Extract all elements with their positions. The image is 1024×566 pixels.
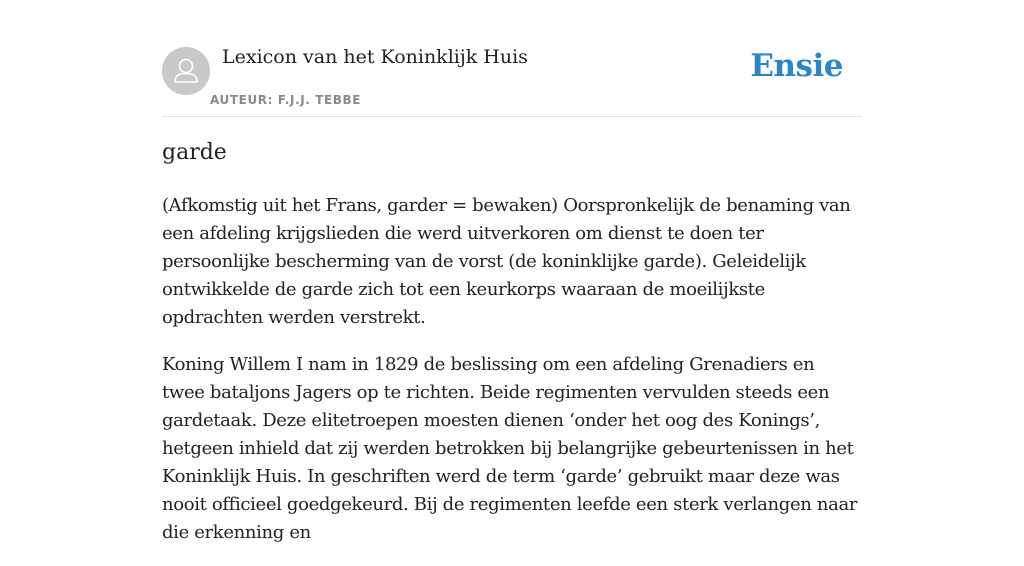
book-title[interactable]: Lexicon van het Koninklijk Huis bbox=[222, 46, 528, 68]
brand-logo[interactable]: Ensie bbox=[750, 48, 843, 84]
user-icon bbox=[162, 47, 210, 95]
header bbox=[162, 0, 862, 117]
entry-paragraph: (Afkomstig uit het Frans, garder = bewaken) Oorspronkelijk de benaming van een afdeling krijgslieden die werd uitverkoren om dienst te doen ter persoonlijke bescherming van de vorst (de koninklijke garde). Geleidelijk ontwikkelde de garde zich tot een keurkorps waaraan de moeilijkste opdrachten werden verstrekt. bbox=[162, 195, 851, 328]
author-label[interactable]: AUTEUR: F.J.J. TEBBE bbox=[210, 93, 362, 107]
entry-body bbox=[162, 192, 862, 566]
page bbox=[162, 0, 862, 543]
avatar[interactable] bbox=[162, 47, 210, 95]
entry-term: garde bbox=[162, 140, 227, 165]
entry-paragraph: Koning Willem I nam in 1829 de beslissing om een afdeling Grenadiers en twee bataljons Jagers op te richten. Beide regimenten vervulden steeds een gardetaak. Deze elitetroepen moesten dienen ‘onder het oog des Konings’, hetgeen inhield dat zij werden betrokken bij belangrijke gebeurtenissen in het Koninklijk Huis. In geschriften werd de term ‘garde’ gebruikt maar deze was nooit officieel goedgekeurd. Bij de regimenten leefde een sterk verlangen naar die erkenning en bbox=[162, 354, 858, 543]
